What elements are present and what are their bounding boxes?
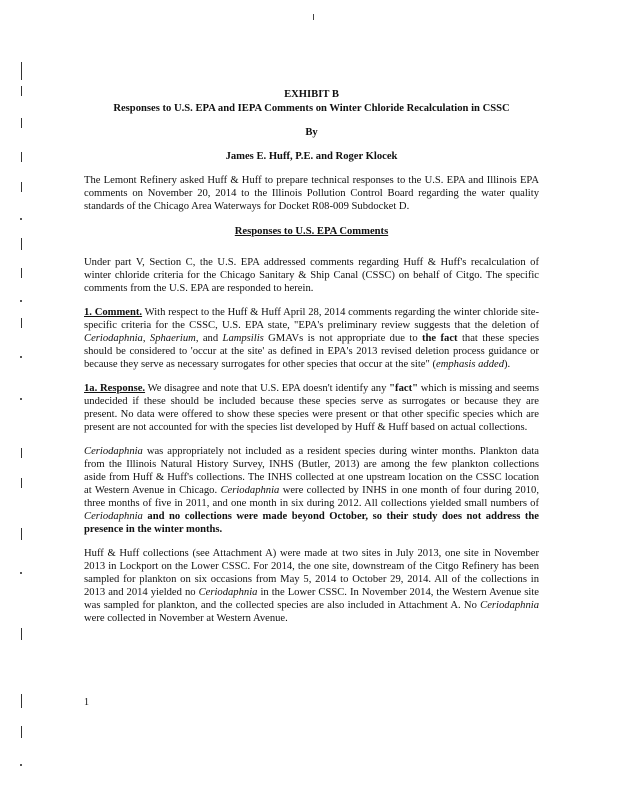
species-name: Ceriodaphnia [84,333,143,344]
text-span: which is missing and seems undecided if these should be included because these species serve as surrogates or because they are present. No data were offered to show these species were present or that other specific species which are present are not accounted for with the species list developed by Huff & Huff based on actual collections. [84,383,539,433]
scan-mark [20,398,22,400]
scan-mark [21,86,22,96]
part-v-paragraph: Under part V, Section C, the U.S. EPA addressed comments regarding Huff & Huff's recalculation of winter chloride criteria for the Chicago Sanitary & Ship Canal (CSSC) on behalf of Citgo. The specific comments from the U.S. EPA are responded to herein. [84,257,539,294]
species-name: Ceriodaphnia [84,446,143,457]
emphasized-text: "fact" [389,383,418,394]
text-span: With respect to the Huff & Huff April 28, 2014 comments regarding the winter chloride site-specific criteria for the CSSC, U.S. EPA state, "EPA's preliminary review suggests that the deletion of [84,307,540,331]
scan-mark [21,238,22,250]
text-span: were collected in November at Western Avenue. [84,613,288,624]
scan-mark [20,764,22,766]
scan-mark [21,62,22,80]
text-span: , [142,333,150,344]
scan-mark [21,182,22,192]
response-1-paragraph [84,382,539,434]
scan-mark [21,118,22,128]
by-line: By [305,127,318,138]
scan-mark [21,268,22,278]
exhibit-label: EXHIBIT B [284,89,339,100]
species-name: Ceriodaphnia [220,485,280,496]
scan-mark [21,318,22,328]
text-span: We disagree and note that U.S. EPA doesn't identify any [145,383,390,394]
scan-mark [20,572,22,574]
scan-mark [20,356,22,358]
scan-mark [21,448,22,458]
scan-mark [21,478,22,488]
text-span: was appropriately not included as a resident species during winter months. Plankton data from the Illinois Natural History Survey, INHS (Butler, 2013) are among the few plankton collections aside from Huff & Huff's collections. The INHS collected at one upstream location on the CSSC location at Western Avenue in Chicago. [84,446,539,496]
document-title: Responses to U.S. EPA and IEPA Comments on Winter Chloride Recalculation in CSSC [113,103,510,114]
emphasized-text: and no collections were made beyond October, so their study does not address the presence in the winter months. [84,511,539,535]
ceriodaphnia-paragraph [84,445,539,536]
species-name: Ceriodaphnia [198,587,258,598]
text-span: , and [195,333,223,344]
scan-mark [21,726,22,738]
text-span: ). [504,359,511,370]
text-span: GMAVs is not appropriate due to [263,333,423,344]
collections-paragraph [84,547,539,625]
species-name: Lampsilis [222,333,264,344]
emphasis-note: emphasis added [436,359,504,370]
text-span: in the Lower CSSC. In November 2014, the Western Avenue site was sampled for plankton, and the collected species are also included in Attachment A. No [84,587,539,611]
response-1-label: 1a. Response. [84,383,146,394]
scan-mark [20,300,22,302]
left-margin-scan-marks [0,0,40,800]
top-scan-mark [313,14,314,20]
species-name: Ceriodaphnia [84,511,143,522]
page-number: 1 [84,697,89,708]
scan-mark [21,628,22,640]
text-span: were collected by INHS in one month of four during 2010, three months of five in 2011, and one month in six during 2012. All collections yielded small numbers of [84,485,539,509]
intro-paragraph: The Lemont Refinery asked Huff & Huff to prepare technical responses to the U.S. EPA and Illinois EPA comments on November 20, 2014 to the Illinois Pollution Control Board regarding the water quality standards of the Chicago Area Waterways for Docket R08-009 Subdocket D. [84,175,539,212]
species-name: Sphaerium [149,333,196,344]
scan-mark [21,694,22,708]
text-span: Huff & Huff collections (see Attachment A) were made at two sites in July 2013, one site in November 2013 in Lockport on the Lower CSSC. For 2014, the one site, downstream of the Citgo Refinery has been sampled for plankton on six occasions from May 5, 2014 to October 29, 2014. All of the collections in 2013 and 2014 yielded no [84,548,539,598]
section-heading: Responses to U.S. EPA Comments [234,226,389,237]
scan-mark [20,218,22,220]
text-span: that these species should be considered to 'occur at the site' as defined in EPA's 2013 revised deletion process guidance or because they serve as necessary surrogates for other species that occur at the site" ( [84,333,540,370]
comment-1-label: 1. Comment. [84,307,143,318]
authors: James E. Huff, P.E. and Roger Klocek [225,151,398,162]
species-name: Ceriodaphnia [480,600,539,611]
scan-mark [21,152,22,162]
document-body [84,88,539,625]
comment-1-paragraph [84,306,539,371]
emphasized-text: the fact [422,333,458,344]
scan-mark [21,528,22,540]
